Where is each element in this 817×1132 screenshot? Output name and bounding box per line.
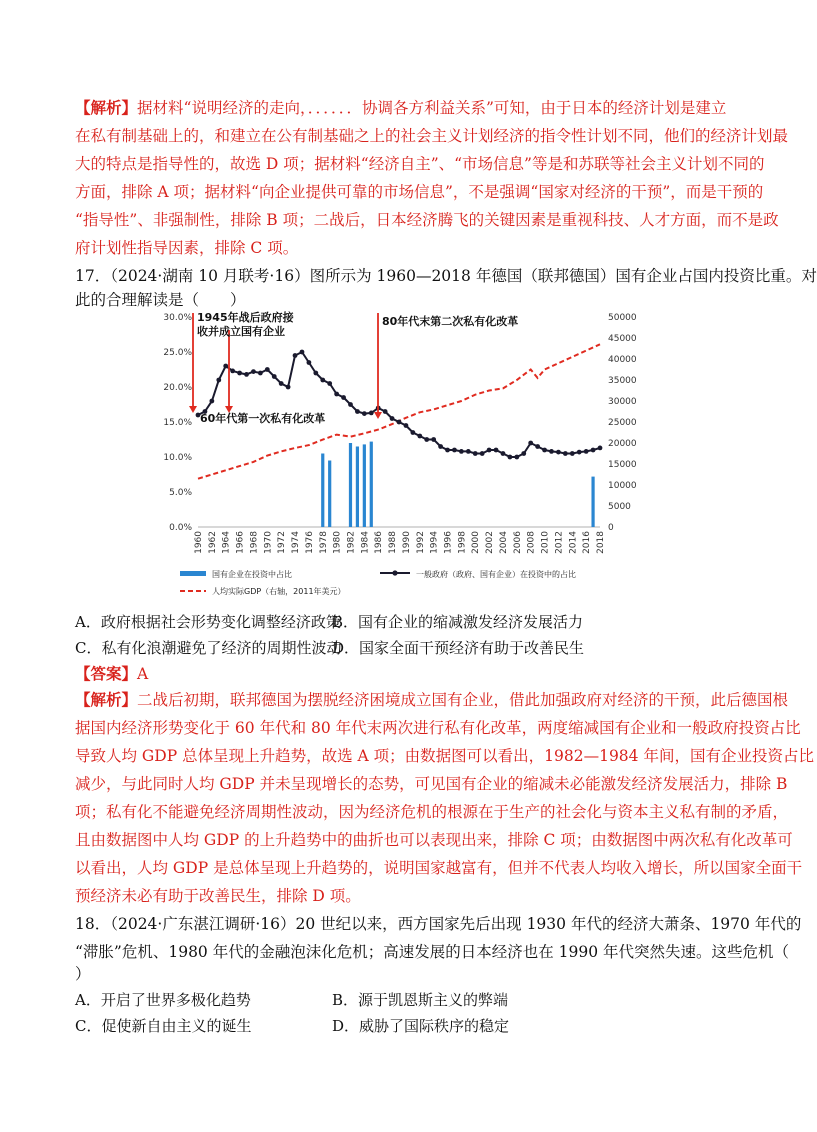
gov-share-point bbox=[300, 350, 305, 355]
gov-share-point bbox=[334, 392, 339, 397]
bar-soe-share bbox=[370, 442, 373, 527]
gov-share-point bbox=[514, 455, 519, 460]
analysis16-line-1: 【解析】据材料“说明经济的走向，．．．．．．协调各方利益关系”可知，由于日本的经济计划是建立 bbox=[75, 98, 727, 117]
gov-share-point bbox=[369, 411, 374, 416]
bar-soe-share bbox=[349, 443, 352, 527]
x-tick-label: 1964 bbox=[221, 531, 232, 554]
x-tick-label: 1994 bbox=[429, 531, 440, 554]
gov-share-point bbox=[244, 372, 249, 377]
right-tick-label: 30000 bbox=[608, 397, 637, 407]
analysis16-line-5: “指导性”、非强制性，排除 B 项；二战后，日本经济腾飞的关键因素是重视科技、人才方面，而不是政 bbox=[75, 211, 779, 229]
q17-analysis-line-4: 减少，与此同时人均 GDP 并未呈现增长的态势，可见国有企业的缩减未必能激发经济发展活力，排除 B bbox=[75, 775, 788, 793]
analysis16-line-3: 大的特点是指导性的，故选 D 项；据材料“经济自主”、“市场信息”等是和苏联等社会主义计划不同的 bbox=[75, 155, 765, 173]
gov-share-point bbox=[584, 449, 589, 454]
x-tick-label: 1988 bbox=[388, 531, 399, 554]
gov-share-point bbox=[535, 444, 540, 449]
x-tick-label: 1986 bbox=[374, 531, 385, 554]
right-tick-label: 5000 bbox=[608, 502, 631, 512]
gov-share-point bbox=[459, 449, 464, 454]
gov-share-point bbox=[272, 374, 277, 379]
gov-share-point bbox=[424, 437, 429, 442]
gov-share-point bbox=[327, 381, 332, 386]
x-tick-label: 1992 bbox=[415, 531, 426, 554]
x-tick-label: 2006 bbox=[512, 531, 523, 554]
gov-share-point bbox=[348, 402, 353, 407]
q17-analysis-line-1: 【解析】二战后初期，联邦德国为摆脱经济困境成立国有企业，借此加强政府对经济的干预，此后德国根 bbox=[75, 690, 789, 709]
bar-soe-share bbox=[591, 477, 594, 527]
q17-analysis-line-2: 据国内经济形势变化于 60 年代和 80 年代末两次进行私有化改革，两度缩减国有企业和一般政府投资占比 bbox=[75, 719, 801, 737]
answer-value: A bbox=[137, 665, 149, 683]
right-tick-label: 50000 bbox=[608, 313, 637, 323]
q17-chart bbox=[150, 305, 637, 605]
x-tick-label: 1976 bbox=[304, 531, 315, 554]
right-tick-label: 15000 bbox=[608, 460, 637, 470]
q17-analysis-line-7: 以看出，人均 GDP 是总体呈现上升趋势的，说明国家越富有，但并不代表人均收入增长，所以国家全面干 bbox=[75, 859, 803, 877]
q17-analysis-line-3: 导致人均 GDP 总体呈现上升趋势，故选 A 项；由数据图可以看出，1982—1984 年间，国有企业投资占比 bbox=[75, 747, 814, 765]
x-tick-label: 2008 bbox=[526, 531, 537, 554]
gov-share-point bbox=[410, 430, 415, 435]
gov-share-point bbox=[237, 371, 242, 376]
gov-share-point bbox=[431, 437, 436, 442]
x-tick-label: 1980 bbox=[332, 531, 343, 554]
gov-share-point bbox=[570, 451, 575, 456]
bar-soe-share bbox=[356, 447, 359, 528]
gov-share-point bbox=[209, 399, 214, 404]
right-tick-label: 10000 bbox=[608, 481, 637, 491]
gov-share-point bbox=[487, 448, 492, 453]
right-tick-label: 0 bbox=[608, 523, 614, 533]
left-tick-label: 25.0% bbox=[163, 348, 192, 358]
q17-option-c[interactable]: C．私有化浪潮避免了经济的周期性波动 bbox=[75, 639, 342, 657]
x-tick-label: 2018 bbox=[596, 531, 606, 554]
q18-option-c[interactable]: C．促使新自由主义的诞生 bbox=[75, 1017, 252, 1035]
x-tick-label: 1982 bbox=[346, 531, 357, 554]
analysis16-line-2: 在私有制基础上的，和建立在公有制基础之上的社会主义计划经济的指令性计划不同，他们的经济计划最 bbox=[75, 127, 789, 145]
q18-option-a[interactable]: A．开启了世界多极化趋势 bbox=[75, 991, 251, 1009]
x-tick-label: 1990 bbox=[401, 531, 412, 554]
gov-share-point bbox=[473, 451, 478, 456]
x-tick-label: 1978 bbox=[318, 531, 329, 554]
x-tick-label: 1968 bbox=[249, 531, 260, 554]
legend-line-marker bbox=[392, 570, 397, 575]
legend-line-label: 一般政府（政府、国有企业）在投资中的占比 bbox=[416, 570, 576, 579]
bar-soe-share bbox=[321, 454, 324, 528]
gov-share-point bbox=[265, 367, 270, 372]
gov-share-point bbox=[563, 451, 568, 456]
gov-share-point bbox=[355, 409, 360, 414]
gov-share-point bbox=[480, 451, 485, 456]
gov-share-point bbox=[501, 451, 506, 456]
x-tick-label: 1996 bbox=[443, 531, 454, 554]
x-tick-label: 1966 bbox=[235, 531, 246, 554]
analysis-tag: 【解析】 bbox=[75, 98, 138, 117]
q18-stem-line-1: 18．（2024·广东湛江调研·16）20 世纪以来，西方国家先后出现 1930 年代的经济大萧条、1970 年代的 bbox=[75, 915, 802, 933]
left-tick-label: 30.0% bbox=[163, 313, 192, 323]
q18-stem-line-2: “滞胀”危机、1980 年代的金融泡沫化危机；高速发展的日本经济也在 1990 年代突然失速。这些危机（ bbox=[75, 943, 790, 961]
answer-tag: 【答案】 bbox=[75, 664, 138, 683]
gov-share-point bbox=[230, 369, 235, 374]
x-tick-label: 1970 bbox=[263, 531, 274, 554]
annotation-1945-line2: 收并成立国有企业 bbox=[197, 325, 285, 338]
x-tick-label: 1972 bbox=[277, 531, 288, 554]
gov-share-point bbox=[279, 381, 284, 386]
gov-share-point bbox=[320, 378, 325, 383]
q18-option-b[interactable]: B．源于凯恩斯主义的弊端 bbox=[332, 991, 509, 1009]
gov-share-point bbox=[286, 385, 291, 390]
gov-share-point bbox=[362, 411, 367, 416]
gov-share-point bbox=[417, 434, 422, 439]
right-tick-label: 45000 bbox=[608, 334, 637, 344]
gov-share-point bbox=[404, 423, 409, 428]
left-tick-label: 0.0% bbox=[169, 523, 192, 533]
q17-answer bbox=[75, 664, 148, 684]
x-tick-label: 2002 bbox=[485, 531, 496, 554]
left-tick-label: 15.0% bbox=[163, 418, 192, 428]
q17-stem-line-1: 17．（2024·湖南 10 月联考·16）图所示为 1960—2018 年德国（联邦德国）国有企业占国内投资比重。对 bbox=[75, 267, 817, 285]
q18-stem-line-3: ） bbox=[75, 965, 91, 983]
gov-share-point bbox=[438, 444, 443, 449]
gov-share-point bbox=[251, 369, 256, 374]
q17-analysis-line-6: 且由数据图中人均 GDP 的上升趋势中的曲折也可以表现出来，排除 C 项；由数据图中两次私有化改革可 bbox=[75, 831, 793, 849]
gov-share-point bbox=[452, 448, 457, 453]
gov-share-point bbox=[598, 446, 603, 451]
gov-share-point bbox=[293, 353, 298, 358]
analysis-tag: 【解析】 bbox=[75, 690, 138, 709]
left-tick-label: 5.0% bbox=[169, 488, 192, 498]
x-tick-label: 1962 bbox=[207, 531, 218, 554]
analysis16-line-4: 方面，排除 A 项；据材料“向企业提供可靠的市场信息”，不是强调“国家对经济的干预”，而是干预的 bbox=[75, 183, 764, 201]
gov-share-point bbox=[494, 448, 499, 453]
x-tick-label: 2016 bbox=[582, 531, 593, 554]
gov-share-point bbox=[466, 449, 471, 454]
x-tick-label: 2004 bbox=[498, 531, 509, 554]
gov-share-point bbox=[258, 371, 263, 376]
x-tick-label: 2000 bbox=[471, 531, 482, 554]
gov-share-point bbox=[542, 448, 547, 453]
q17-option-d[interactable]: D．国家全面干预经济有助于改善民生 bbox=[332, 639, 585, 657]
arrow-1986-head bbox=[374, 412, 382, 419]
gov-share-point bbox=[591, 448, 596, 453]
gov-share-point bbox=[223, 364, 228, 369]
gov-share-point bbox=[556, 450, 561, 455]
gov-share-point bbox=[341, 395, 346, 400]
left-tick-label: 20.0% bbox=[163, 383, 192, 393]
gov-share-point bbox=[521, 451, 526, 456]
annotation-1945-line1: 1945年战后政府接 bbox=[197, 311, 294, 324]
gov-share-line bbox=[198, 352, 600, 457]
bar-soe-share bbox=[328, 461, 331, 528]
gov-share-point bbox=[549, 449, 554, 454]
gov-share-point bbox=[390, 416, 395, 421]
gov-share-point bbox=[507, 455, 512, 460]
legend-bar-swatch bbox=[180, 571, 206, 576]
gov-share-point bbox=[306, 360, 311, 365]
annotation-1980s: 80年代末第二次私有化改革 bbox=[382, 315, 519, 328]
bar-soe-share bbox=[363, 444, 366, 527]
gov-share-point bbox=[216, 378, 221, 383]
gov-share-point bbox=[397, 420, 402, 425]
q18-option-d[interactable]: D．威胁了国际秩序的稳定 bbox=[332, 1017, 510, 1035]
gov-share-point bbox=[528, 441, 533, 446]
right-tick-label: 25000 bbox=[608, 418, 637, 428]
left-tick-label: 10.0% bbox=[163, 453, 192, 463]
gov-share-point bbox=[577, 450, 582, 455]
analysis16-line-6: 府计划性指导因素，排除 C 项。 bbox=[75, 239, 299, 257]
x-tick-label: 2014 bbox=[568, 531, 579, 554]
q17-stem-line-2: 此的合理解读是（ ） bbox=[75, 291, 246, 309]
q17-option-b[interactable]: B．国有企业的缩减激发经济发展活力 bbox=[332, 613, 584, 631]
right-tick-label: 40000 bbox=[608, 355, 637, 365]
x-tick-label: 2012 bbox=[554, 531, 565, 554]
gov-share-point bbox=[313, 371, 318, 376]
q17-analysis-line-5: 项；私有化不能避免经济周期性波动，因为经济危机的根源在于生产的社会化与资本主义私有制的矛盾， bbox=[75, 803, 789, 821]
legend-dashed-label: 人均实际GDP（右轴，2011年美元） bbox=[212, 587, 346, 596]
x-tick-label: 1984 bbox=[360, 531, 371, 554]
x-tick-label: 1998 bbox=[457, 531, 468, 554]
x-tick-label: 2010 bbox=[540, 531, 551, 554]
legend-bar-label: 国有企业在投资中占比 bbox=[212, 570, 292, 579]
gov-share-point bbox=[383, 409, 388, 414]
annotation-1960s: 60年代第一次私有化改革 bbox=[200, 412, 326, 425]
q17-option-a[interactable]: A．政府根据社会形势变化调整经济政策 bbox=[75, 613, 341, 631]
right-tick-label: 35000 bbox=[608, 376, 637, 386]
right-tick-label: 20000 bbox=[608, 439, 637, 449]
arrow-1945-head bbox=[189, 406, 197, 413]
gov-share-point bbox=[445, 448, 450, 453]
q17-analysis-line-8: 预经济未必有助于改善民生，排除 D 项。 bbox=[75, 887, 361, 905]
x-tick-label: 1960 bbox=[194, 531, 204, 554]
x-tick-label: 1974 bbox=[291, 531, 302, 554]
